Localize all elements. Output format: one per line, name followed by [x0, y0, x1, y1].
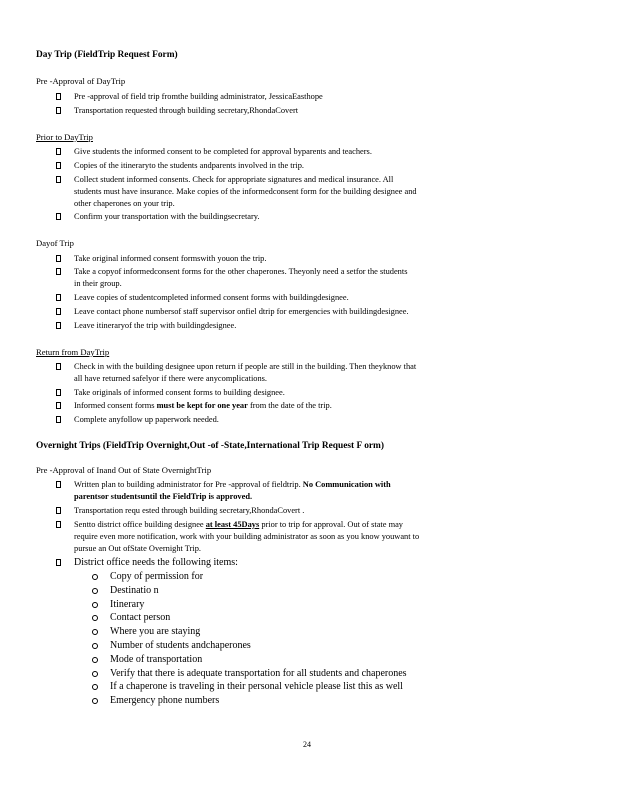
- list-item-continued: pursue an Out ofState Overnight Trip.: [74, 544, 202, 553]
- sub-list-item: Copy of permission for: [110, 571, 204, 582]
- list-item: District office needs the following items:: [74, 557, 238, 568]
- bullet-circle-icon: [92, 602, 98, 608]
- list-item: Transportation requested through building secretary,RhondaCovert: [74, 106, 299, 115]
- list-item-continued: students must have insurance. Make copies of the informedconsent form for the building designee and: [74, 187, 417, 196]
- overnight-title: Overnight Trips (FieldTrip Overnight,Out -of -State,International Trip Request F orm): [36, 441, 384, 451]
- bullet-circle-icon: [92, 574, 98, 580]
- checkbox-icon: [56, 255, 61, 262]
- page-number: 24: [303, 740, 311, 749]
- bullet-circle-icon: [92, 684, 98, 690]
- return-heading: Return from DayTrip: [36, 347, 110, 357]
- checkbox-icon: [56, 389, 61, 396]
- list-item: Take original informed consent formswith youon the trip.: [74, 254, 267, 263]
- list-item: Confirm your transportation with the buildingsecretary.: [74, 212, 260, 221]
- prior-heading: Prior to DayTrip: [36, 132, 93, 142]
- bullet-circle-icon: [92, 588, 98, 594]
- list-item-continued: parentsor studentsuntil the FieldTrip is approved.: [74, 492, 253, 501]
- list-item: Transportation requ ested through building secretary,RhondaCovert .: [74, 506, 305, 515]
- checkbox-icon: [56, 148, 61, 155]
- list-item: Collect student informed consents. Check for appropriate signatures and medical insurance. All: [74, 175, 394, 184]
- sub-list-item: If a chaperone is traveling in their personal vehicle please list this as well: [110, 681, 403, 693]
- bullet-circle-icon: [92, 615, 98, 621]
- sub-list-item: Mode of transportation: [110, 653, 203, 665]
- bullet-circle-icon: [92, 671, 98, 677]
- checkbox-icon: [56, 294, 61, 301]
- list-item: Leave copies of studentcompleted informed consent forms with buildingdesignee.: [74, 293, 349, 302]
- list-item: Copies of the itineraryto the students andparents involved in the trip.: [74, 161, 305, 170]
- sub-list-item: Contact person: [110, 612, 171, 624]
- checkbox-icon: [56, 521, 61, 528]
- list-item: Check in with the building designee upon return if people are still in the building. Then theyknow that: [74, 362, 417, 371]
- checkbox-icon: [56, 507, 61, 514]
- list-item-continued: other chaperones on your trip.: [74, 199, 175, 208]
- checkbox-icon: [56, 176, 61, 183]
- checkbox-icon: [56, 322, 61, 329]
- list-item: Leave contact phone numbersof staff supervisor onfiel dtrip for emergencies with buildingdesignee.: [74, 307, 409, 316]
- sub-list-item: Verify that there is adequate transportation for all students and chaperones: [110, 667, 407, 679]
- checkbox-icon: [56, 559, 61, 566]
- list-item-continued: all have returned safelyor if there were anycomplications.: [74, 374, 268, 383]
- checkbox-icon: [56, 481, 61, 488]
- list-item: Written plan to building administrator for Pre -approval of fieldtrip. No Communication with: [74, 480, 391, 489]
- list-item: Pre -approval of field trip fromthe building administrator, JessicaEasthope: [74, 92, 323, 101]
- list-item: Complete anyfollow up paperwork needed.: [74, 415, 219, 424]
- checkbox-icon: [56, 213, 61, 220]
- checkbox-icon: [56, 93, 61, 100]
- sub-list-item: Where you are staying: [110, 626, 201, 638]
- sub-list-item: Number of students andchaperones: [110, 640, 251, 651]
- overnight-pre-approval-heading: Pre -Approval of Inand Out of State OvernightTrip: [36, 465, 212, 475]
- sub-list-item: Itinerary: [110, 598, 145, 610]
- checkbox-icon: [56, 107, 61, 114]
- list-item: Leave itineraryof the trip with buildingdesignee.: [74, 321, 237, 330]
- checkbox-icon: [56, 363, 61, 370]
- bullet-circle-icon: [92, 657, 98, 663]
- list-item: Give students the informed consent to be completed for approval byparents and teachers.: [74, 147, 372, 156]
- bullet-circle-icon: [92, 698, 98, 704]
- list-item: Sentto district office building designee at least 45Days prior to trip for approval. Out of state may: [74, 520, 403, 529]
- checkbox-icon: [56, 416, 61, 423]
- checkbox-icon: [56, 268, 61, 275]
- checkbox-icon: [56, 308, 61, 315]
- sub-list-item: Emergency phone numbers: [110, 695, 220, 707]
- day-of-heading: Dayof Trip: [36, 238, 74, 248]
- list-item: Take a copyof informedconsent forms for the other chaperones. Theyonly need a setfor the students: [74, 267, 408, 276]
- checkbox-icon: [56, 162, 61, 169]
- list-item-continued: require even more notification, work with your building administrator as soon as you know youwant to: [74, 532, 420, 541]
- bullet-circle-icon: [92, 643, 98, 649]
- day-trip-title: Day Trip (FieldTrip Request Form): [36, 50, 178, 60]
- sub-list-item: Destinatio n: [110, 584, 159, 596]
- bullet-circle-icon: [92, 629, 98, 635]
- list-item: Informed consent forms must be kept for one year from the date of the trip.: [74, 401, 332, 410]
- pre-approval-heading: Pre -Approval of DayTrip: [36, 76, 126, 86]
- list-item: Take originals of informed consent forms to building designee.: [74, 388, 285, 397]
- list-item-continued: in their group.: [74, 279, 122, 288]
- checkbox-icon: [56, 402, 61, 409]
